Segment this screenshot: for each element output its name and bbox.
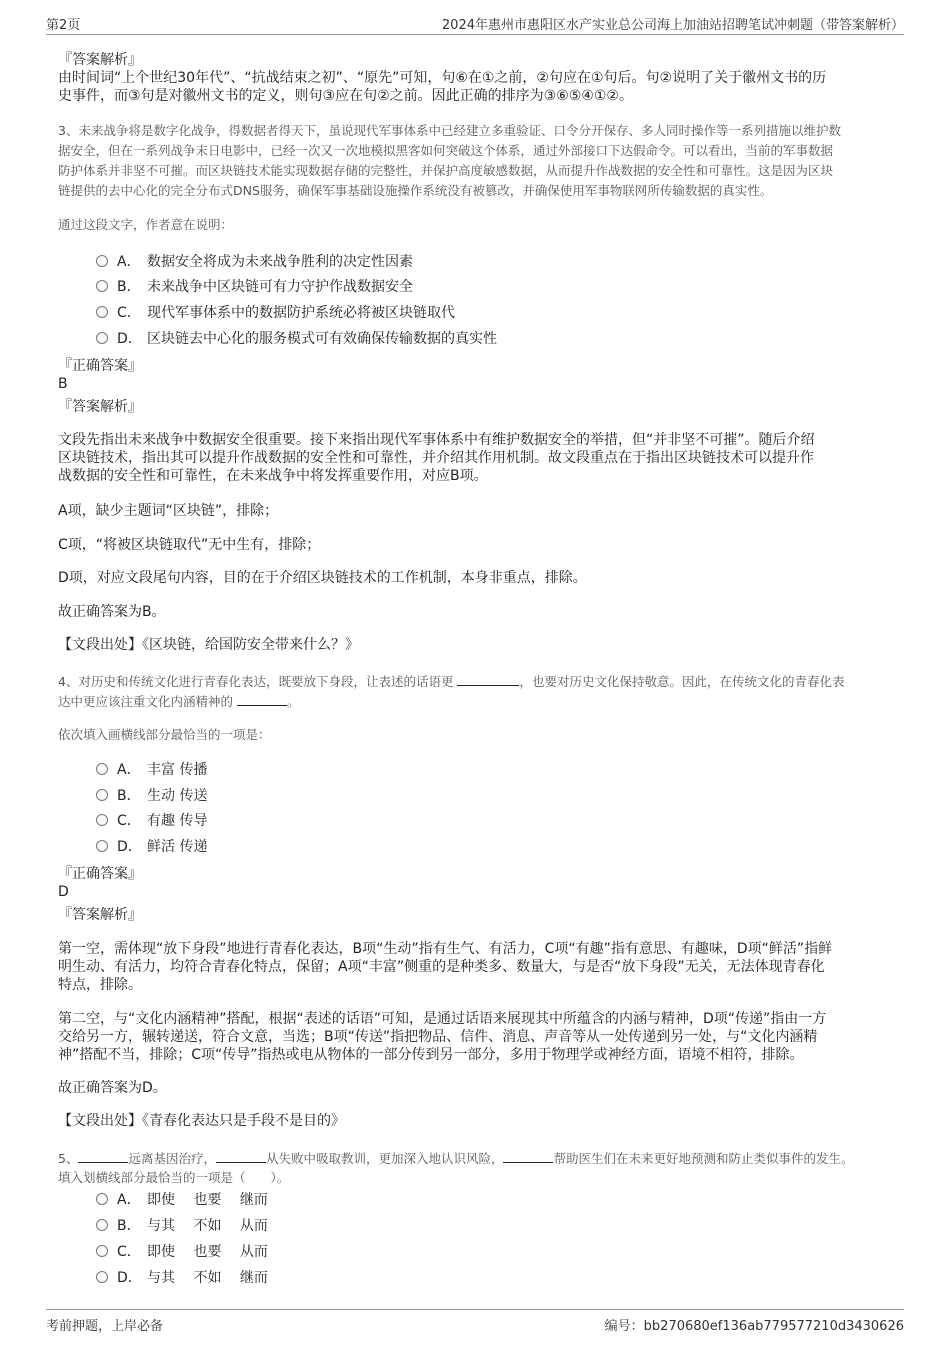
page-header — [46, 14, 904, 35]
q4-option-a[interactable]: A． 丰富 传播 — [96, 761, 207, 779]
radio-button[interactable] — [96, 1219, 108, 1231]
q3-analysis-line: 文段先指出未来战争中数据安全很重要。接下来指出现代军事体系中有维护数据安全的举措，但“并非坚不可摧”。随后介绍 — [58, 432, 815, 448]
q4-analysis-line: 特点，排除。 — [58, 977, 142, 993]
q4-option-b[interactable]: B． 生动 传送 — [96, 787, 207, 805]
radio-button[interactable] — [96, 814, 108, 826]
q4-option-c[interactable]: C． 有趣 传导 — [96, 812, 207, 830]
radio-button[interactable] — [96, 763, 108, 775]
q4-analysis-line: 第二空，与“文化内涵精神”搭配，根据“表述的话语”可知，是通过话语来展现其中所蕴含的内涵与精神，D项“传递”指由一方 — [58, 1011, 827, 1027]
q2-analysis-line: 由时间词“上个世纪30年代”、“抗战结束之初”、“原先”可知，句⑥在①之前，②句应在①句后。句②说明了关于徽州文书的历 — [58, 70, 827, 86]
q2-analysis-label: 『答案解析』 — [58, 52, 142, 68]
q4-analysis-line: 明生动、有活力，均符合青春化特点，保留；A项“丰富”侧重的是种类多、数量大，与是否“放下身段”无关，无法体现青春化 — [58, 959, 825, 975]
q3-final-answer: 故正确答案为B。 — [58, 604, 166, 620]
q4-analysis-line: 第一空，需体现“放下身段”地进行青春化表达，B项“生动”指有生气、有活力，C项“有趣”指有意思、有趣味，D项“鲜活”指鲜 — [58, 941, 833, 957]
q5-question: 填入划横线部分最恰当的一项是（ ）。 — [58, 1170, 290, 1185]
radio-button[interactable] — [96, 332, 108, 344]
q3-answer-label: 『正确答案』 — [58, 358, 142, 374]
page-footer — [46, 1309, 904, 1337]
q4-final-answer: 故正确答案为D。 — [58, 1080, 167, 1096]
q4-analysis-label: 『答案解析』 — [58, 907, 142, 923]
q3-analysis-line: 战数据的安全性和可靠性，在未来战争中将发挥重要作用，对应B项。 — [58, 468, 488, 484]
q3-analysis-a: A项，缺少主题词“区块链”，排除； — [58, 503, 279, 519]
radio-button[interactable] — [96, 306, 108, 318]
answer-blank — [216, 1162, 266, 1163]
q3-analysis-line: 区块链技术，指出其可以提升作战数据的安全性和可靠性，并介绍其作用机制。故文段重点在于指出区块链技术可以提升作 — [58, 450, 814, 466]
answer-blank — [237, 705, 287, 706]
q4-answer: D — [58, 884, 69, 900]
radio-button[interactable] — [96, 280, 108, 292]
q4-analysis-line: 交给另一方，辗转递送，符合文意，当选；B项“传送”指把物品、信件、消息、声音等从一处传递到另一处，与“文化内涵精 — [58, 1029, 818, 1045]
document-title: 2024年惠州市惠阳区水产实业总公司海上加油站招聘笔试冲刺题（带答案解析） — [441, 18, 904, 33]
q4-question: 依次填入画横线部分最恰当的一项是： — [58, 727, 271, 742]
q5-option-d[interactable]: D． 与其 不如 继而 — [96, 1269, 268, 1287]
radio-button[interactable] — [96, 1271, 108, 1283]
q5-option-b[interactable]: B． 与其 不如 从而 — [96, 1217, 268, 1235]
q3-option-d[interactable]: D． 区块链去中心化的服务模式可有效确保传输数据的真实性 — [96, 330, 497, 348]
q4-answer-label: 『正确答案』 — [58, 866, 142, 882]
radio-button[interactable] — [96, 789, 108, 801]
q3-answer: B — [58, 376, 68, 392]
q3-stem-line: 链提供的去中心化的完全分布式DNS服务，确保军事基础设施操作系统没有被篡改，并确保使用军事物联网所传输数据的真实性。 — [58, 183, 773, 198]
answer-blank — [78, 1162, 128, 1163]
q3-option-b[interactable]: B． 未来战争中区块链可有力守护作战数据安全 — [96, 278, 413, 296]
radio-button[interactable] — [96, 1193, 108, 1205]
answer-blank — [457, 685, 519, 686]
q5-option-a[interactable]: A． 即使 也要 继而 — [96, 1191, 268, 1209]
footer-slogan: 考前押题，上岸必备 — [46, 1319, 164, 1334]
q4-stem-line: 4、对历史和传统文化进行青春化表达，既要放下身段，让表述的话语更 ，也要对历史文化保持敬意。因此，在传统文化的青春化表 — [58, 674, 845, 689]
radio-button[interactable] — [96, 1245, 108, 1257]
radio-button[interactable] — [96, 255, 108, 267]
q3-question: 通过这段文字，作者意在说明： — [58, 217, 234, 232]
q4-source: 【文段出处】《青春化表达只是手段不是目的》 — [58, 1113, 345, 1129]
q3-stem-line: 3、未来战争将是数字化战争，得数据者得天下，虽说现代军事体系中已经建立多重验证、口令分开保存、多人同时操作等一系列措施以维护数 — [58, 123, 841, 138]
q3-analysis-label: 『答案解析』 — [58, 399, 142, 415]
answer-blank — [503, 1162, 553, 1163]
q3-option-a[interactable]: A． 数据安全将成为未来战争胜利的决定性因素 — [96, 253, 413, 271]
q4-analysis-line: 神”搭配不当，排除；C项“传导”指热或电从物体的一部分传到另一部分，多用于物理学或神经方面，语境不相符，排除。 — [58, 1047, 804, 1063]
q3-analysis-d: D项，对应文段尾句内容，目的在于介绍区块链技术的工作机制，本身非重点，排除。 — [58, 570, 587, 586]
q5-stem-line: 5、 远离基因治疗， 从失败中吸取教训，更加深入地认识风险， 帮助医生们在未来更好地预测和防止类似事件的发生。 — [58, 1151, 854, 1166]
q2-analysis-line: 史事件，而③句是对徽州文书的定义，则句③应在句②之前。因此正确的排序为③⑥⑤④①②。 — [58, 88, 633, 104]
q3-source: 【文段出处】《区块链，给国防安全带来什么？》 — [58, 637, 359, 653]
q4-stem-line: 达中更应该注重文化内涵精神的 。 — [58, 694, 300, 709]
radio-button[interactable] — [96, 840, 108, 852]
document-code: 编号：bb270680ef136ab779577210d3430626 — [604, 1319, 904, 1334]
q5-option-c[interactable]: C． 即使 也要 从而 — [96, 1243, 268, 1261]
q3-stem-line: 据安全，但在一系列战争末日电影中，已经一次又一次地模拟黑客如何突破这个体系，通过外部接口下达假命令。可以看出，当前的军事数据 — [58, 143, 834, 158]
q3-option-c[interactable]: C． 现代军事体系中的数据防护系统必将被区块链取代 — [96, 304, 455, 322]
q3-analysis-c: C项，“将被区块链取代”无中生有，排除； — [58, 537, 321, 553]
page-number: 第2页 — [46, 18, 81, 33]
q4-option-d[interactable]: D． 鲜活 传递 — [96, 838, 207, 856]
q3-stem-line: 防护体系并非坚不可摧。而区块链技术能实现数据存储的完整性，并保护高度敏感数据，从而提升作战数据的安全性和可靠性。这是因为区块 — [58, 163, 834, 178]
